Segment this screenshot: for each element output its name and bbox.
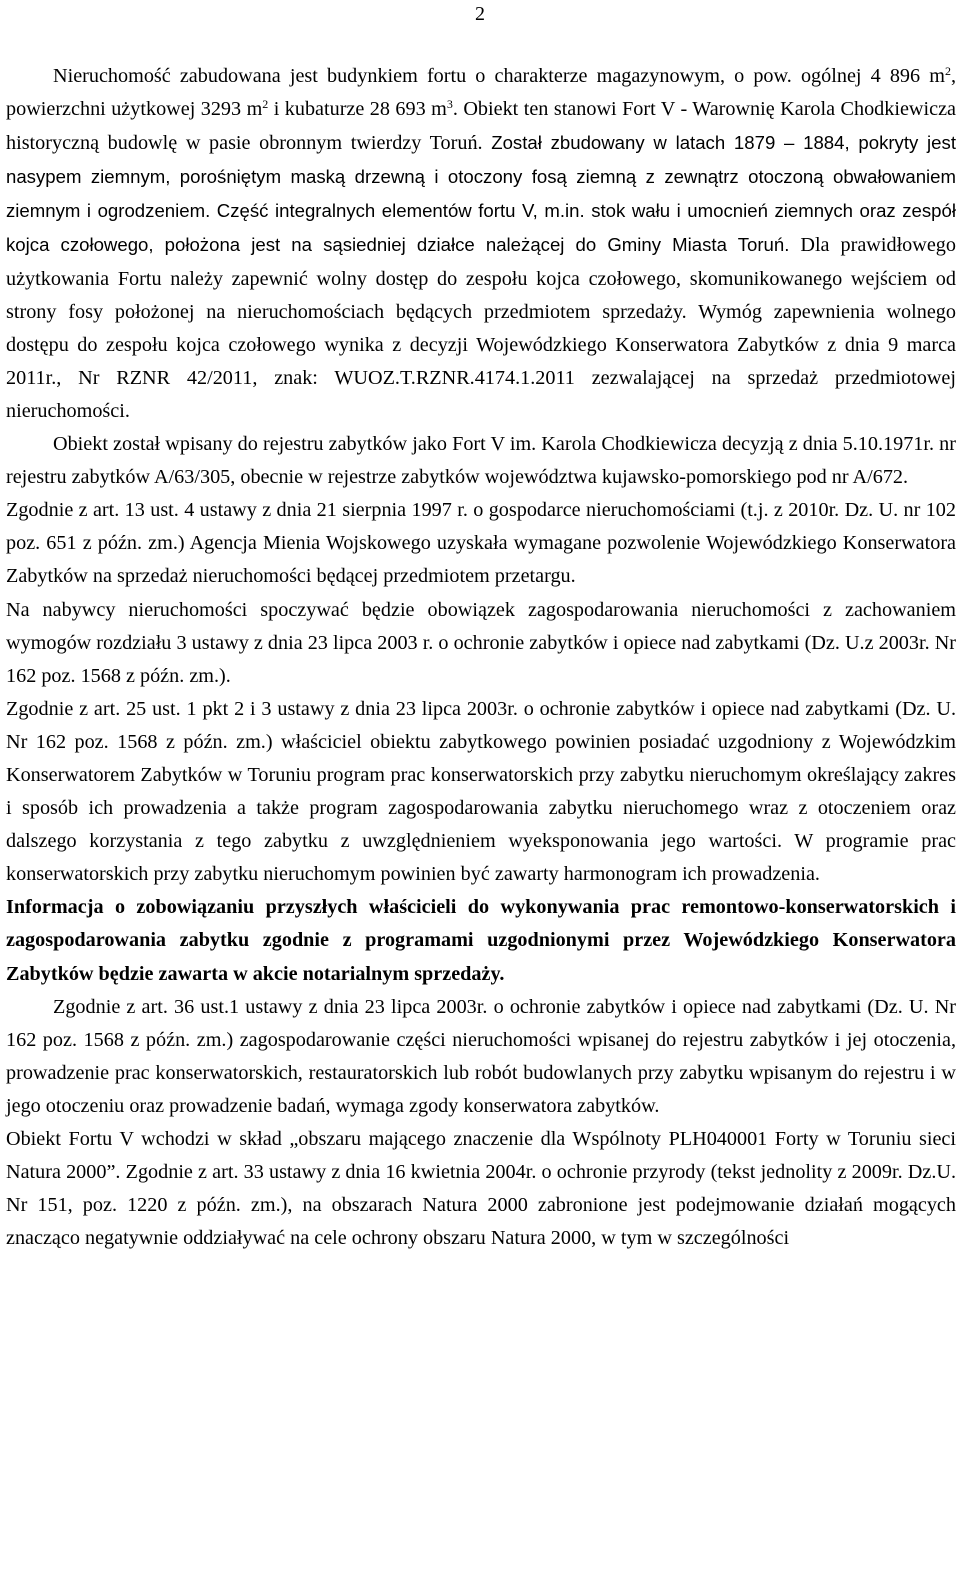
paragraph-conservator-consent: Zgodnie z art. 36 ust.1 ustawy z dnia 23 lipca 2003r. o ochronie zabytków i opiece nad zabytkami (Dz. U. Nr 162 poz. 1568 z późn. zm.) zagospodarowanie części nieruchomości wpisanej do rejestru zabytków i jej otoczenia, prowadzenie prac konserwatorskich, restauratorskich lub robót budowlanych przy zabytku wpisanym do rejestru i w jego otoczeniu oraz prowadzenie badań, wymaga zgody konserwatora zabytków. <box>6 995 956 1117</box>
paragraph-buyer-obligation: Na nabywcy nieruchomości spoczywać będzie obowiązek zagospodarowania nieruchomości z zachowaniem wymogów rozdziału 3 ustawy z dnia 23 lipca 2003 r. o ochronie zabytków i opiece nad zabytkami (Dz. U.z 2003r. Nr 162 poz. 1568 z późn. zm.). <box>6 598 956 687</box>
text-run-sans: Został zbudowany w latach 1879 – 1884, pokryty jest nasypem ziemnym, porośniętym maską drzewną i otoczony fosą ziemną z zewnątrz otoczoną obwałowaniem ziemnym i ogrodzeniem. Część integralnych elementów fortu V, m.in. stok wału i umocnień ziemnych oraz zespół kojca czołowego, położona jest na sąsiedniej działce należącej do Gminy Miasta Toruń. <box>6 132 956 256</box>
superscript: 2 <box>944 64 951 78</box>
text-run: Dla prawidłowego użytkowania Fortu należy zapewnić wolny dostęp do zespołu kojca czołowego, skomunikowanego wejściem od strony fosy położonej na nieruchomościach będących przedmiotem sprzedaży. Wymóg zapewnienia wolnego dostępu do zespołu kojca czołowego wynika z decyzji Wojewódzkiego Konserwatora Zabytków z dnia 9 marca 2011r., Nr RZNR 42/2011, znak: WUOZ.T.RZNR.4174.1.2011 zezwalającej na sprzedaż przedmiotowej nieruchomości. <box>6 234 956 422</box>
text-run: Nieruchomość zabudowana jest budynkiem fortu o charakterze magazynowym, o pow. ogólnej 4 896 m <box>53 65 945 87</box>
superscript: 2 <box>262 97 269 112</box>
paragraph-notarial-info: Informacja o zobowiązaniu przyszłych właścicieli do wykonywania prac remontowo-konserwatorskich i zagospodarowania zabytku zgodnie z programami uzgodnionymi przez Wojewódzkiego Konserwatora Zabytków będzie zawarta w akcie notarialnym sprzedaży. <box>6 896 956 985</box>
paragraph-permission: Zgodnie z art. 13 ust. 4 ustawy z dnia 21 sierpnia 1997 r. o gospodarce nieruchomościami (t.j. z 2010r. Dz. U. nr 102 poz. 651 z późn. zm.) Agencja Mienia Wojskowego uzyskała wymagane pozwolenie Wojewódzkiego Konserwatora Zabytków na sprzedaż nieruchomości będącej przedmiotem przetargu. <box>6 499 956 588</box>
paragraph-property-description <box>6 60 956 428</box>
text-run: , powierzchni użytkowej 3293 m <box>6 65 956 121</box>
paragraph-natura-2000: Obiekt Fortu V wchodzi w skład „obszaru mającego znaczenie dla Wspólnoty PLH040001 Forty w Toruniu sieci Natura 2000”. Zgodnie z art. 33 ustawy z dnia 16 kwietnia 2004r. o ochronie przyrody (tekst jednolity z 2009r. Dz.U. Nr 151, poz. 1220 z późn. zm.), na obszarach Natura 2000 zabronione jest podejmowanie działań mogących znacząco negatywnie oddziaływać na cele ochrony obszaru Natura 2000, w tym w szczególności <box>6 1128 956 1250</box>
text-run: i kubaturze 28 693 m <box>268 98 447 121</box>
page-number: 2 <box>475 3 485 25</box>
superscript: 3 <box>446 97 453 112</box>
text-run: . Obiekt ten stanowi Fort V - Warownię Karola Chodkiewicza historyczną budowlę w pasie obronnym twierdzy Toruń. <box>6 98 956 155</box>
paragraph-conservation-program: Zgodnie z art. 25 ust. 1 pkt 2 i 3 ustawy z dnia 23 lipca 2003r. o ochronie zabytków i opiece nad zabytkami (Dz. U. Nr 162 poz. 1568 z późn. zm.) właściciel obiektu zabytkowego powinien posiadać uzgodniony z Wojewódzkim Konserwatorem Zabytków w Toruniu program prac konserwatorskich przy zabytku nieruchomym określający zakres i sposób ich prowadzenia a także program zagospodarowania zabytku nieruchomego wraz z otoczeniem oraz dalszego korzystania z tego zabytku z uwzględnieniem wyeksponowania jego wartości. W programie prac konserwatorskich przy zabytku nieruchomym powinien być zawarty harmonogram ich prowadzenia. <box>6 697 956 886</box>
paragraph-register-entry: Obiekt został wpisany do rejestru zabytków jako Fort V im. Karola Chodkiewicza decyzją z dnia 5.10.1971r. nr rejestru zabytków A/63/305, obecnie w rejestrze zabytków województwa kujawsko-pomorskiego pod nr A/672. <box>6 433 956 489</box>
